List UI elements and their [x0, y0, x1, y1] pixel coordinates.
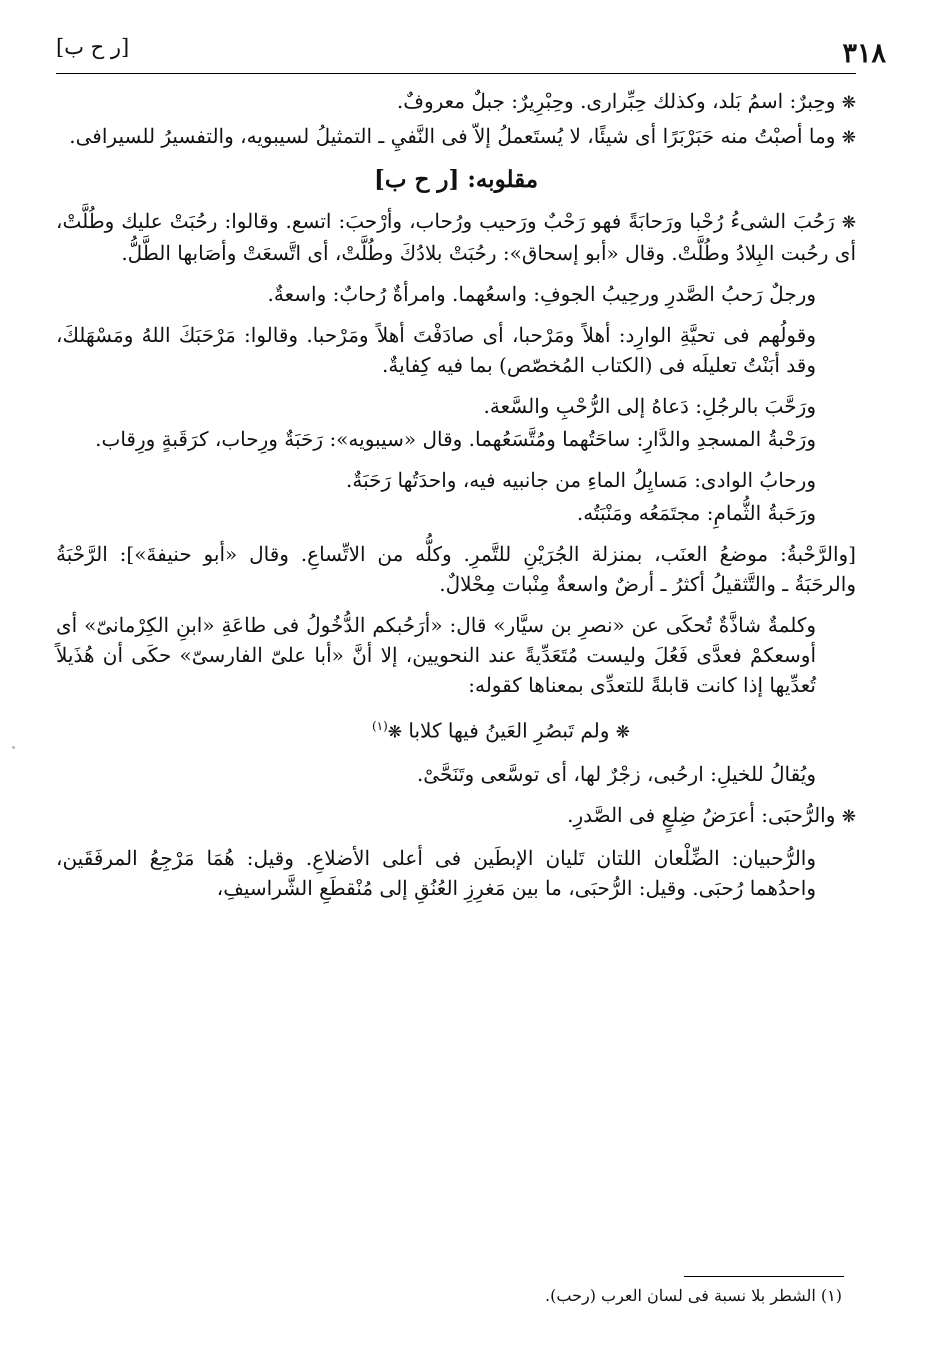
poetry-verse: ❋ ولم تَبصُرِ العَينُ فيها كلابا ❋$^{(١)}$ [371, 718, 631, 743]
section-title: مقلوبه: [ر ح ب] [373, 166, 539, 193]
entry-paragraph: وقولُهم فى تحيَّةِ الوارِد: أهلاً ومَرْحبا، أى صادَفْتَ أهلاً ومَرْحبا. وقالوا: مَرْحَبَكَ اللهُ ومَسْهَلكَ، وقد أبَنْتُ تعليلَه فى (الكتاب المُخصّص) بما فيه كِفايةٌ. [56, 323, 816, 377]
footnote-ref: (١) [371, 719, 388, 733]
entry-line: ❋ وحِبرٌ: اسمُ بَلد، وكذلك حِبِّرارى. وحِبْرِيرٌ: جبلٌ معروفٌ. [396, 89, 856, 113]
entry-paragraph: ورحابُ الوادى: مَسايِلُ الماءِ من جانبيه فيه، واحدَتُها رَحَبَةٌ. [346, 468, 816, 492]
margin-speck [12, 746, 15, 749]
page-number: ٣١٨ [842, 38, 886, 69]
asterisk-icon: ❋ [841, 128, 856, 148]
entry-paragraph: ويُقالُ للخيلِ: ارحُبى، زجْرٌ لها، أى توسَّعى وتَنَحَّىْ. [416, 761, 816, 786]
asterisk-icon: ❋ [841, 806, 856, 827]
entry-paragraph: ورَحْبةُ المسجدِ والدَّارِ: ساحَتُهما ومُتَّسَعُهما. وقال «سيبويه»: رَحَبَةٌ ورِحاب، كرَقَبةٍ ورِقاب. [95, 427, 816, 451]
entry-paragraph: [والرَّحْبةُ: موضعُ العنَب، بمنزلة الجُرَيْنِ للتَّمرِ. وكلُّه من الاتِّساعِ. وقال «أبو حنيفةَ»]: الرَّحْبَةُ والرحَبَةُ ـ والتَّثقيلُ أكثرُ ـ أرضٌ واسعةٌ مِنْبات مِحْلالٌ. [56, 542, 856, 596]
entry-paragraph: ورجلٌ رَحبُ الصَّدرِ ورحِيبُ الجوفِ: واسعُهما. وامرأةٌ رُحابٌ: واسعةٌ. [267, 282, 816, 306]
entry-paragraph: وكلمةٌ شاذَّةٌ تُحكَى عن «نصرِ بن سيَّار» قال: «أرَحُبكم الدُّخُولُ فى طاعَةِ «ابنِ الكِرْمانىّ» أى أوسعكمْ فعدَّى فَعُلَ وليست مُتَعَدِّيةً عند النحويين، إلا أنَّ «أبا علىّ الفارسىّ» حكَى أن هُذَيلاً تُعدِّيها إذا كانت قابلةً للتعدِّى بمعناها كقوله: [56, 613, 816, 697]
asterisk-icon: ❋ [387, 722, 403, 743]
header-divider [56, 73, 856, 74]
asterisk-icon: ❋ [841, 93, 856, 113]
main-text [56, 86, 856, 914]
entry-paragraph: ❋ وما أصبْتُ منه حَبَرْبَرًا أى شيئًا، لا يُستَعملُ إلاّ فى النَّفيِ ـ التمثيلُ لسيبويه، والتفسيرُ للسيرافى. [69, 124, 856, 148]
asterisk-icon: ❋ [841, 213, 857, 233]
footnote-divider [684, 1276, 844, 1277]
entry-paragraph: ورَحَبةُ الثُّمامِ: مجتَمَعُه ومَنْبَتُه. [576, 501, 816, 525]
entry-paragraph: والرُّحبيان: الضِّلْعان اللتان تَليان الإبطَين فى أعلى الأضلاعِ. وقيل: هُمَا مَرْجِعُ المرفَقَين، واحدُهما رُحبَى. وقيل: الرُّحبَى، ما بين مَغرِزِ العُنُقِ إلى مُنْقطَعِ الشَّراسيفِ، [56, 845, 816, 900]
entry-paragraph: ❋ رَحُبَ الشىءُ رُحْبا ورَحابَةً فهو رَحْبٌ ورَحيب ورُحاب، وأرْحبَ: اتسع. وقالوا: رحُبَتْ عليك وطُلَّتْ، أى رحُبت البِلادُ وطُلَّتْ. وقال «أبو إسحاق»: رحُبَتْ بلادُكَ وطُلَّتْ، أى اتَّسعَتْ وأصَابها الطَّلُّ. [56, 209, 857, 265]
asterisk-icon: ❋ [615, 722, 631, 743]
root-header: [ر ح ب] [56, 35, 130, 59]
entry-paragraph: ورَحَّبَ بالرجُلِ: دَعاهُ إلى الرُّحْبِ والسَّعة. [483, 394, 816, 418]
entry-paragraph: ❋ والرُّحبَى: أعرَضُ ضِلعٍ فى الصَّدرِ. [567, 802, 856, 827]
footnote: (١) الشطر بلا نسبة فى لسان العرب (رحب). [545, 1286, 842, 1305]
